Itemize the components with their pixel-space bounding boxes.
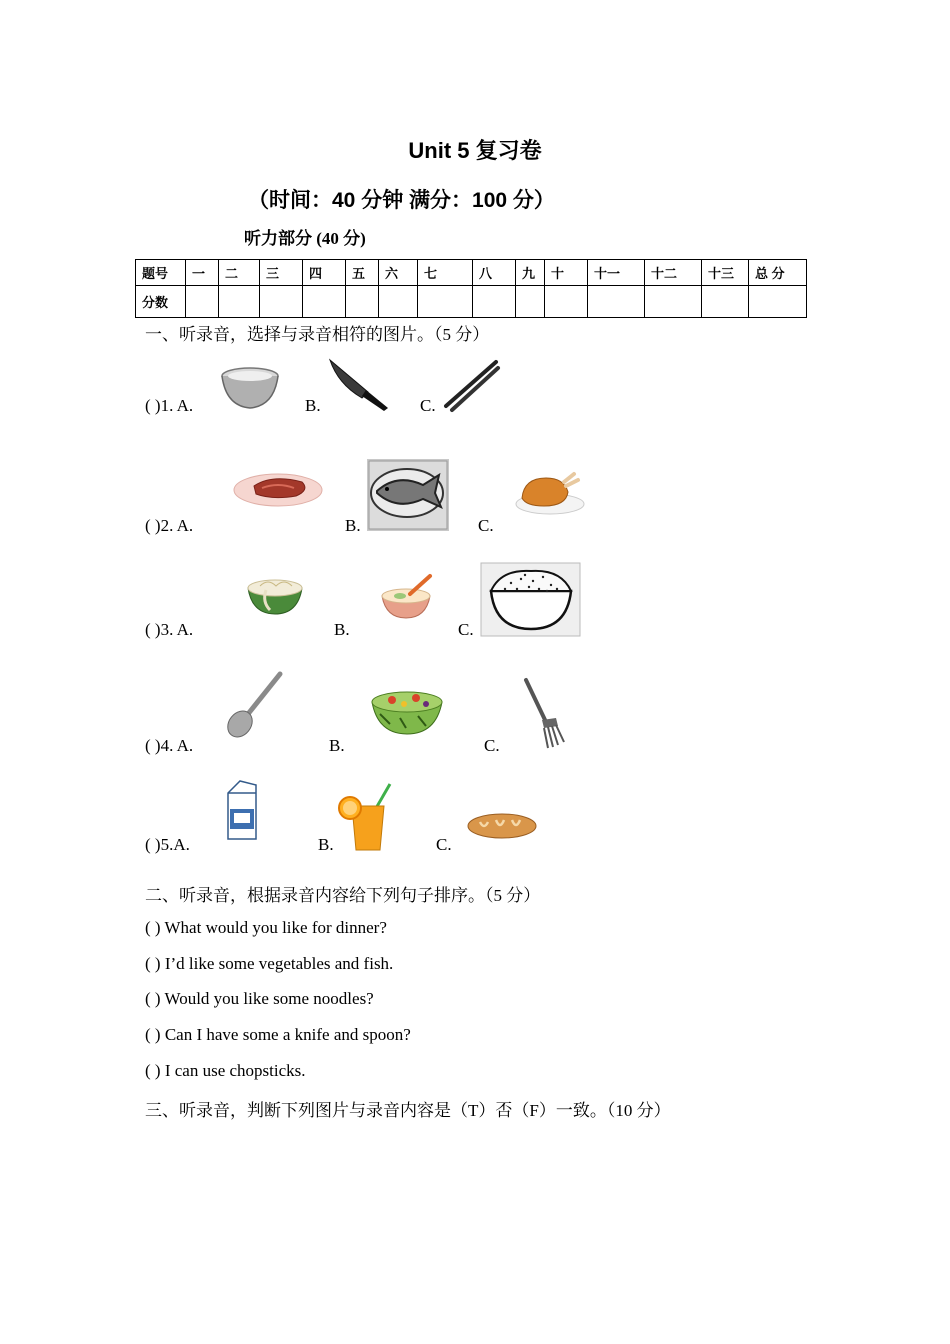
- q4-option-b: B.: [329, 736, 345, 755]
- knife-icon: [328, 358, 392, 412]
- score-cell[interactable]: [516, 286, 545, 318]
- score-cell[interactable]: [545, 286, 588, 318]
- bread-icon: [466, 810, 538, 840]
- header-cell: 八: [473, 260, 516, 286]
- noodles-icon: [246, 572, 304, 616]
- chicken-icon: [514, 468, 586, 516]
- header-cell: 九: [516, 260, 545, 286]
- score-cell[interactable]: [219, 286, 260, 318]
- score-cell[interactable]: [588, 286, 645, 318]
- spoon-icon: [226, 672, 284, 738]
- header-cell: 十一: [588, 260, 645, 286]
- q3-option-c: C.: [458, 620, 474, 639]
- bowl-icon: [220, 366, 280, 410]
- header-cell: 二: [219, 260, 260, 286]
- score-cell[interactable]: [418, 286, 473, 318]
- sentence-item: ( ) Can I have some a knife and spoon?: [145, 1025, 411, 1044]
- header-cell: 一: [186, 260, 219, 286]
- q5-label: ( )5.A.: [145, 835, 190, 854]
- milk-icon: [220, 779, 264, 841]
- salad-icon: [370, 688, 444, 736]
- score-cell[interactable]: [473, 286, 516, 318]
- page-title: Unit 5 复习卷: [408, 138, 542, 163]
- q1-option-c: C.: [420, 396, 436, 415]
- sentence-item: ( ) Would you like some noodles?: [145, 989, 374, 1008]
- header-cell: 十三: [702, 260, 749, 286]
- q1-label: ( )1. A.: [145, 396, 194, 415]
- header-cell: 三: [260, 260, 303, 286]
- row-label-cell: 分数: [136, 286, 186, 318]
- score-cell[interactable]: [749, 286, 807, 318]
- score-cell[interactable]: [260, 286, 303, 318]
- sentence-item: ( ) What would you like for dinner?: [145, 918, 387, 937]
- header-cell: 七: [418, 260, 473, 286]
- beef-icon: [232, 468, 324, 508]
- juice-icon: [338, 782, 396, 852]
- listening-header: 听力部分 (40 分): [244, 229, 366, 248]
- section2-heading: 二、听录音，根据录音内容给下列句子排序。（5 分）: [145, 886, 541, 905]
- subtitle: （时间：40 分钟 满分：100 分）: [248, 189, 555, 212]
- score-cell[interactable]: [702, 286, 749, 318]
- q4-label: ( )4. A.: [145, 736, 194, 755]
- sentence-item: ( ) I can use chopsticks.: [145, 1061, 306, 1080]
- section1-heading: 一、听录音，选择与录音相符的图片。（5 分）: [145, 325, 490, 344]
- header-cell: 五: [346, 260, 379, 286]
- q2-option-b: B.: [345, 516, 361, 535]
- header-cell: 六: [379, 260, 418, 286]
- q4-option-c: C.: [484, 736, 500, 755]
- q1-option-b: B.: [305, 396, 321, 415]
- fish-icon: [367, 459, 449, 531]
- header-cell: 十二: [645, 260, 702, 286]
- q2-label: ( )2. A.: [145, 516, 194, 535]
- header-cell: 题号: [136, 260, 186, 286]
- q2-option-c: C.: [478, 516, 494, 535]
- score-table: [135, 259, 807, 318]
- rice-icon: [481, 563, 580, 636]
- score-cell[interactable]: [303, 286, 346, 318]
- header-cell: 四: [303, 260, 346, 286]
- header-cell: 总 分: [749, 260, 807, 286]
- soup-icon: [378, 574, 436, 620]
- score-cell[interactable]: [186, 286, 219, 318]
- q5-option-c: C.: [436, 835, 452, 854]
- q3-label: ( )3. A.: [145, 620, 194, 639]
- section3-heading: 三、听录音，判断下列图片与录音内容是（T）否（F）一致。（10 分）: [145, 1101, 671, 1120]
- score-cell[interactable]: [346, 286, 379, 318]
- header-cell: 十: [545, 260, 588, 286]
- sentence-item: ( ) I’d like some vegetables and fish.: [145, 954, 394, 973]
- q3-option-b: B.: [334, 620, 350, 639]
- score-cell[interactable]: [379, 286, 418, 318]
- q5-option-b: B.: [318, 835, 334, 854]
- fork-icon: [522, 678, 568, 750]
- chopsticks-icon: [444, 360, 500, 412]
- score-cell[interactable]: [645, 286, 702, 318]
